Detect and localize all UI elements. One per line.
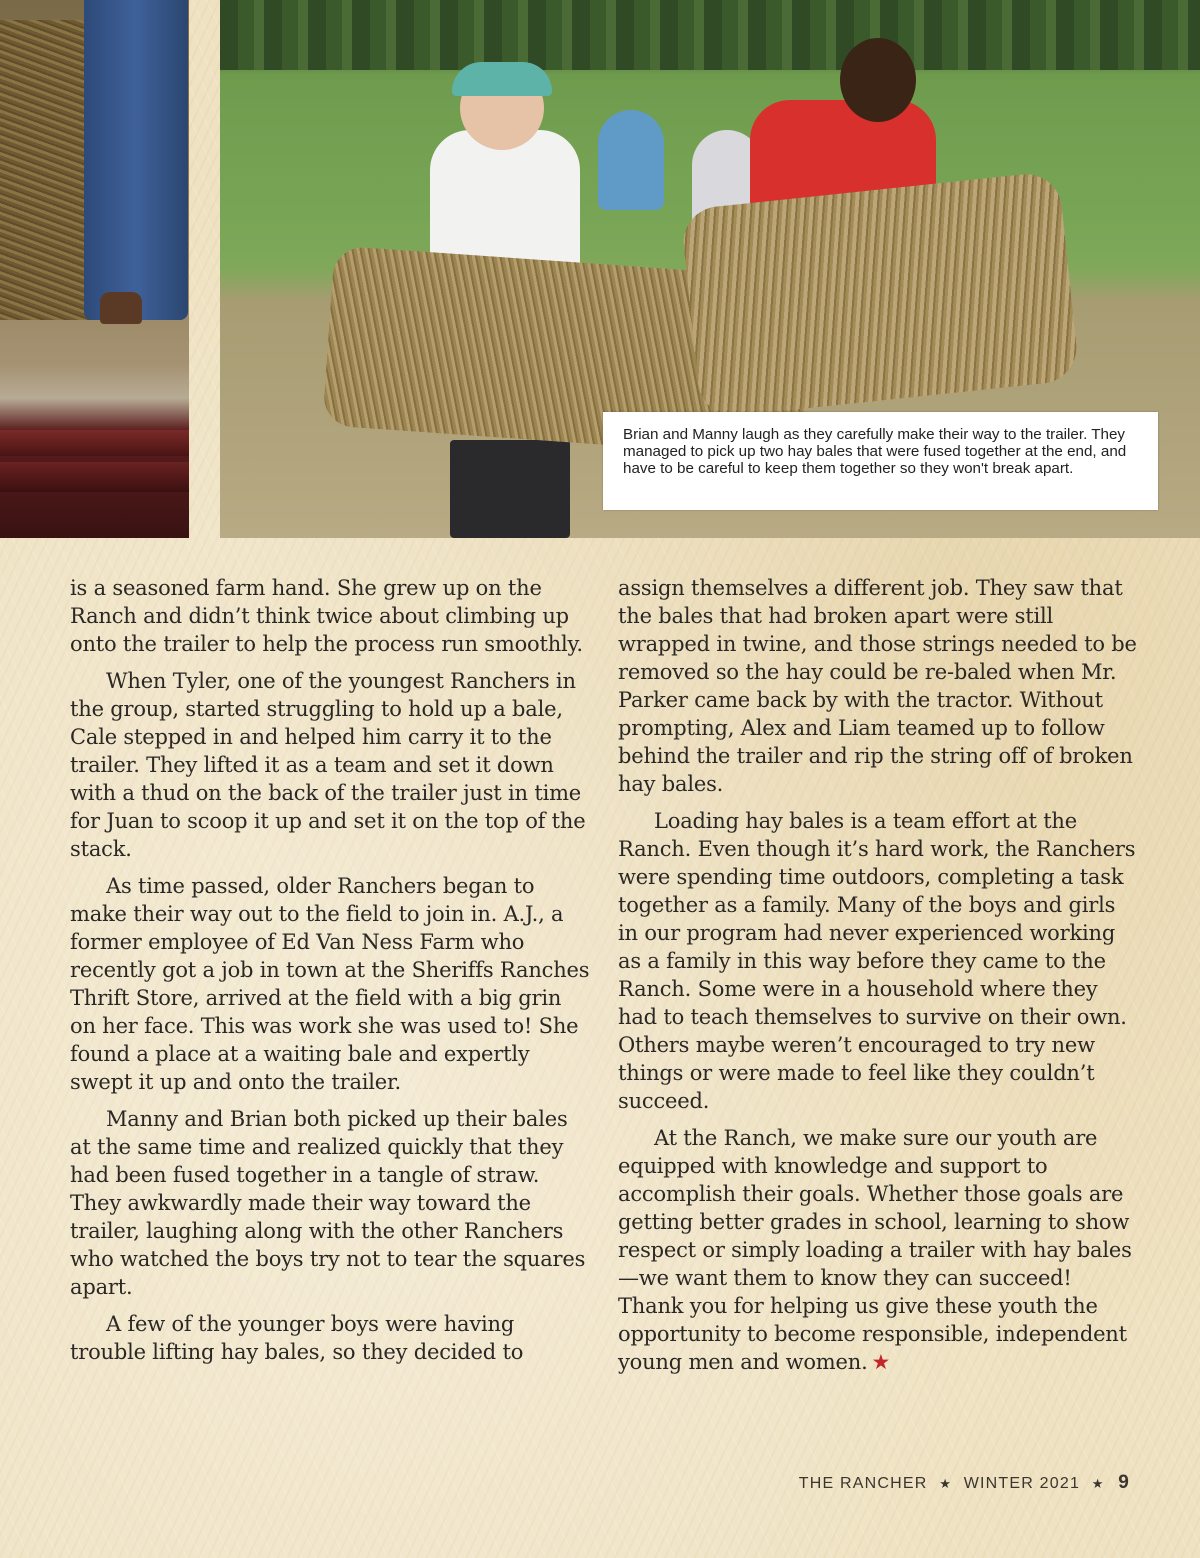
star-separator-icon: ★ [1091, 1476, 1105, 1491]
article-column-right [618, 574, 1138, 1385]
publication-name: THE RANCHER [798, 1475, 928, 1492]
star-separator-icon: ★ [939, 1476, 953, 1491]
person-head [840, 38, 916, 122]
person-legs [450, 440, 570, 538]
article-column-left [70, 574, 590, 1375]
page-footer [799, 1472, 1130, 1494]
paragraph: A few of the younger boys were having trouble lifting hay bales, so they decided to [70, 1312, 524, 1364]
paragraph: As time passed, older Ranchers began to make their way out to the field to join in. A.J., a former employee of Ed Van Ness Farm who recently got a job in town at the Sheriffs Ranches Thrift Store, arrived at the field with a big grin on her face. This was work she was used to! She found a place at a waiting bale and expertly swept it up and onto the trailer. [70, 874, 590, 1094]
paragraph: is a seasoned farm hand. She grew up on the Ranch and didn’t think twice about climbing up onto the trailer to help the process run smoothly. [70, 576, 583, 656]
paragraph: assign themselves a different job. They saw that the bales that had broken apart were still wrapped in twine, and those strings needed to be removed so the hay could be re-baled when Mr. Parker came back by with the tractor. Without prompting, Alex and Liam teamed up to follow behind the trailer and rip the string off of broken hay bales. [618, 576, 1137, 796]
photo-left-crop [0, 0, 189, 538]
boot [100, 292, 142, 324]
trailer-rail [0, 462, 189, 492]
tree-line [220, 0, 1200, 70]
paragraph: Loading hay bales is a team effort at the Ranch. Even though it’s hard work, the Ranchers were spending time outdoors, completing a task together as a family. Many of the boys and girls in our program had never experienced working as a family in this way before they came to the Ranch. Some were in a household where they had to teach themselves to survive on their own. Others maybe weren’t encouraged to try new things or were made to feel like they couldn’t succeed. [618, 809, 1136, 1113]
trailer-rail [0, 430, 189, 456]
photo-caption: Brian and Manny laugh as they carefully make their way to the trailer. They managed to pick up two hay bales that were fused together at the end, and have to be careful to keep them together so they won't break apart. [603, 412, 1158, 510]
paragraph-text: At the Ranch, we make sure our youth are equipped with knowledge and support to accomplish their goals. Whether those goals are getting better grades in school, learning to show respect or simply loading a trailer with hay bales—we want them to know they can succeed! Thank you for helping us give these youth the opportunity to become responsible, independent young men and women. [618, 1126, 1132, 1374]
end-star-icon: ★ [871, 1350, 891, 1374]
issue-label: WINTER 2021 [963, 1475, 1081, 1492]
paragraph: Manny and Brian both picked up their bales at the same time and realized quickly that they had been fused together in a tangle of straw. They awkwardly made their way toward the trailer, laughing along with the other Ranchers who watched the boys try not to tear the squares apart. [70, 1107, 586, 1299]
paragraph-final [618, 1124, 1138, 1376]
hay-bale [680, 171, 1080, 420]
page-number: 9 [1118, 1472, 1130, 1493]
paragraph: When Tyler, one of the youngest Ranchers in the group, started struggling to hold up a bale, Cale stepped in and helped him carry it to the trailer. They lifted it as a team and set it down with a thud on the back of the trailer just in time for Juan to scoop it up and set it on the top of the stack. [70, 669, 586, 861]
person-cap [452, 62, 552, 96]
person-legs [84, 0, 188, 320]
person-background [598, 110, 664, 210]
